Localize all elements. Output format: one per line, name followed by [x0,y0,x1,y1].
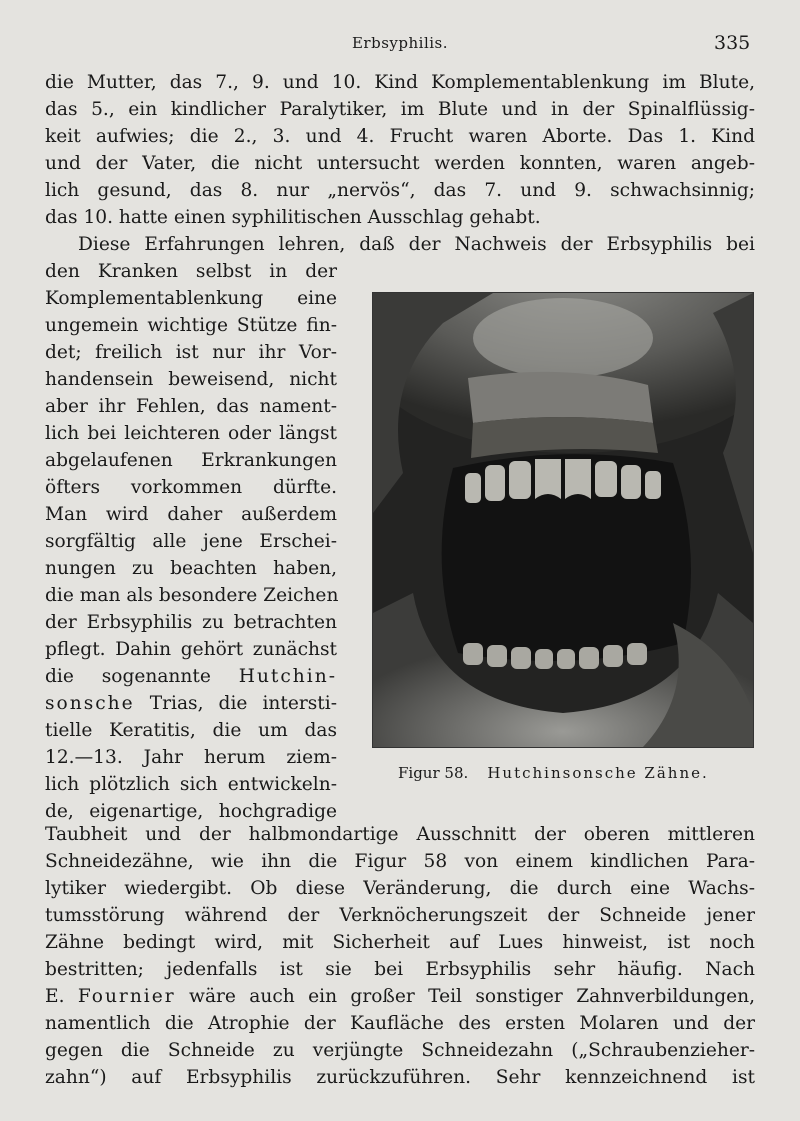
text-line: lytiker wiedergibt. Ob diese Veränderung, die durch eine Wachs- [45,878,755,899]
text-line: Schneidezähne, wie ihn die Figur 58 von einem kindlichen Para- [45,851,755,872]
text-line: pflegt. Dahin gehört zunächst [45,639,337,660]
text-line: aber ihr Fehlen, das nament- [45,396,337,417]
name-fournier: Fournier [77,986,176,1007]
text-segment: Trias, die intersti- [149,693,337,714]
text-line: sorgfältig alle jene Erschei- [45,531,337,552]
text-line: lich bei leichteren oder längst [45,423,337,444]
name-hutchinson-part1: Hutchin- [238,666,337,687]
text-line: die man als besondere Zeichen [45,585,339,606]
text-line-hutchinson [45,664,337,691]
paragraph-start-line: Diese Erfahrungen lehren, daß der Nachweis der Erbsyphilis bei [78,234,755,255]
name-hutchinson-part2: sonsche [45,693,135,714]
text-line: det; freilich ist nur ihr Vor- [45,342,337,363]
text-line: gegen die Schneide zu verjüngte Schneidezahn („Schraubenzieher- [45,1040,755,1061]
text-line: lich plötzlich sich entwickeln- [45,774,337,795]
text-line: Zähne bedingt wird, mit Sicherheit auf Lues hinweist, ist noch [45,932,755,953]
text-line: Man wird daher außerdem [45,504,337,525]
text-line: der Erbsyphilis zu betrachten [45,612,337,633]
running-header: Erbsyphilis. [351,34,448,52]
text-line: zahn“) auf Erbsyphilis zurückzuführen. Sehr kennzeichnend ist [45,1067,755,1088]
text-line: öfters vorkommen dürfte. [45,477,337,498]
text-line: lich gesund, das 8. nur „nervös“, das 7. und 9. schwachsinnig; [45,180,755,201]
text-line-trias [45,691,337,718]
text-segment: wäre auch ein großer Teil sonstiger Zahnverbildungen, [189,986,755,1007]
text-line: 12.—13. Jahr herum ziem- [45,747,337,768]
text-line: die Mutter, das 7., 9. und 10. Kind Komplementablenkung im Blute, [45,72,755,93]
text-line: bestritten; jedenfalls ist sie bei Erbsyphilis sehr häufig. Nach [45,959,755,980]
figure-caption-text: Hutchinsonsche Zähne. [487,764,709,782]
text-line: handensein beweisend, nicht [45,369,337,390]
text-line: das 10. hatte einen syphilitischen Ausschlag gehabt. [45,207,541,228]
text-segment: die sogenannte [45,666,211,687]
text-line: namentlich die Atrophie der Kaufläche des ersten Molaren und der [45,1013,755,1034]
text-line: tielle Keratitis, die um das [45,720,337,741]
teeth-photo-illustration [373,293,753,747]
figure-label: Figur 58. [398,764,469,782]
text-line: de, eigenartige, hochgradige [45,801,337,822]
text-line: tumsstörung während der Verknöcherungszeit der Schneide jener [45,905,755,926]
figure-photo-teeth [372,292,754,748]
text-line: das 5., ein kindlicher Paralytiker, im Blute und in der Spinalflüssig- [45,99,755,120]
text-line: Taubheit und der halbmondartige Ausschnitt der oberen mittleren [45,824,755,845]
text-line: abgelaufenen Erkrankungen [45,450,337,471]
figure-caption [398,764,709,782]
text-line: nungen zu beachten haben, [45,558,337,579]
page-number: 335 [714,32,751,54]
text-line: ungemein wichtige Stütze fin- [45,315,337,336]
text-line: keit aufwies; die 2., 3. und 4. Frucht waren Aborte. Das 1. Kind [45,126,755,147]
text-line: Komplementablenkung eine [45,288,337,309]
author-initial: E. [45,986,65,1007]
text-line-fournier [45,984,755,1011]
text-line: den Kranken selbst in der [45,261,337,282]
text-line: und der Vater, die nicht untersucht werden konnten, waren angeb- [45,153,755,174]
